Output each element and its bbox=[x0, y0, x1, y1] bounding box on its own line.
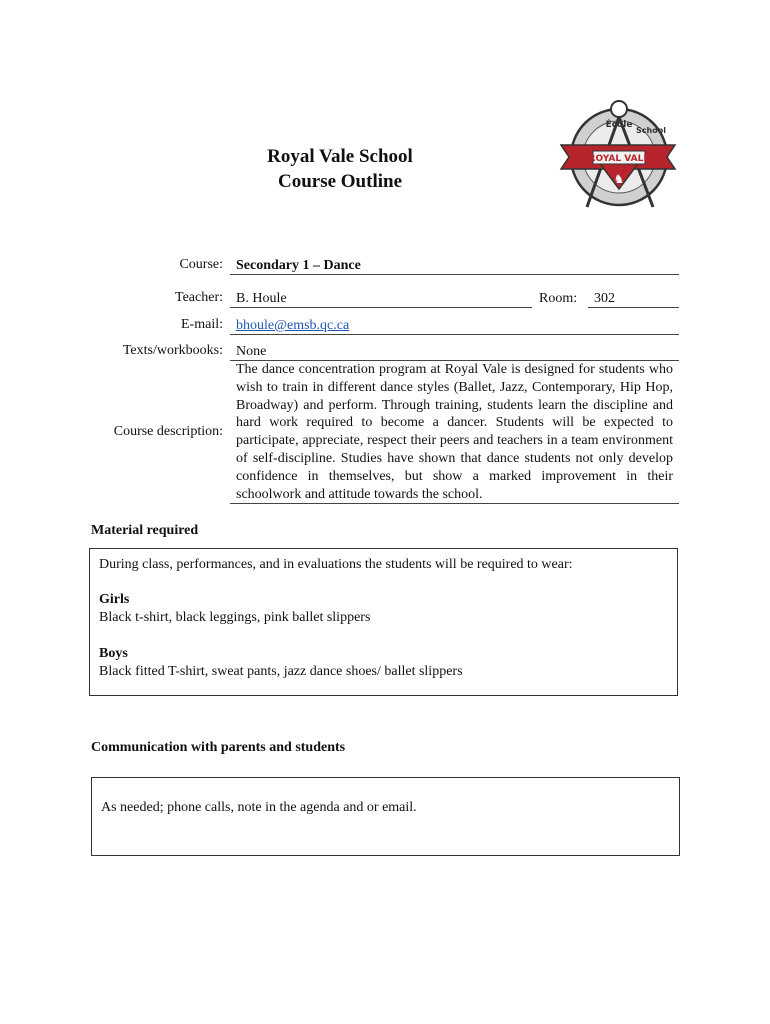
room-label: Room: bbox=[539, 291, 578, 306]
page-title: Course Outline bbox=[277, 171, 403, 192]
girls-text: Black t-shirt, black leggings, pink ballet slippers bbox=[99, 610, 371, 625]
description-label: Course description: bbox=[113, 424, 223, 439]
texts-label: Texts/workbooks: bbox=[122, 343, 223, 358]
communication-box bbox=[91, 777, 680, 856]
logo-word-school: School bbox=[636, 126, 666, 135]
school-name: Royal Vale School bbox=[267, 146, 413, 167]
communication-heading: Communication with parents and students bbox=[91, 740, 346, 755]
email-label: E-mail: bbox=[181, 317, 223, 332]
texts-value: None bbox=[236, 344, 267, 359]
room-value: 302 bbox=[594, 291, 615, 306]
material-intro: During class, performances, and in evaluations the students will be required to wear: bbox=[99, 557, 573, 572]
boys-text: Black fitted T-shirt, sweat pants, jazz dance shoes/ ballet slippers bbox=[99, 664, 463, 679]
course-label: Course: bbox=[179, 257, 223, 272]
girls-heading: Girls bbox=[99, 592, 130, 607]
description-value: The dance concentration program at Royal Vale is designed for students who wish to train in different dance styles (Ballet, Jazz, Contemporary, Hip Hop, Broadway) and perform. Through training, students learn the discipline and hard work required to become a dancer. Students will be expected to participate, appreciate, respect their peers and teachers in a team environment of self-discipline. Studies have shown that dance students not only develop confidence in themselves, but show a marked improvement in their schoolwork and attitude towards the school. bbox=[236, 362, 673, 502]
royal-vale-logo bbox=[557, 97, 679, 213]
teacher-value: B. Houle bbox=[236, 291, 287, 306]
boys-heading: Boys bbox=[99, 646, 128, 661]
logo-word-ecole: École bbox=[605, 120, 633, 130]
svg-text:♞: ♞ bbox=[613, 172, 625, 186]
communication-text: As needed; phone calls, note in the agenda and or email. bbox=[101, 800, 417, 815]
email-link[interactable]: bhoule@emsb.qc.ca bbox=[236, 318, 350, 333]
teacher-label: Teacher: bbox=[175, 290, 223, 305]
course-value: Secondary 1 – Dance bbox=[236, 258, 361, 273]
material-box bbox=[89, 548, 678, 696]
logo-banner-text: ROYAL VALE bbox=[588, 154, 650, 164]
material-heading: Material required bbox=[91, 523, 199, 538]
